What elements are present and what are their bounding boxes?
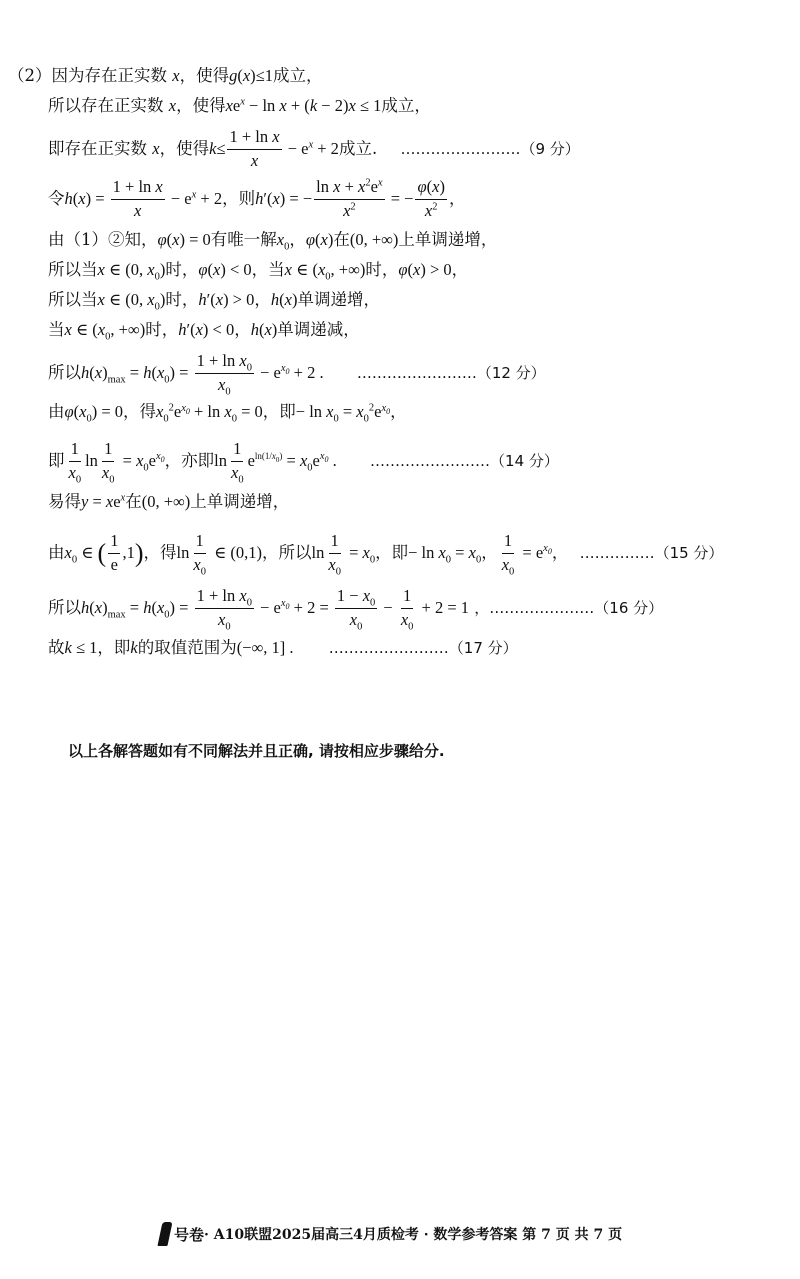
brand-logo-icon [157,1222,172,1246]
solution-line-2: 所以存在正实数 x，使得$xe^x - \ln x + (k - 2)x \le 1$成立， [48,96,431,115]
solution-line-13: 由$x_0$ ∈ ( $\frac{1}{e}$ ,1)，得ln $\frac{1}{x_0}$ ∈ (0,1)，所以ln $\frac{1}{x_0}$ = $x_0$，即− $\ln x_0 = x_0$， $\frac{1}{x_0}$ = $e^{x_0}$， ……………（15 分） [48,531,724,578]
part-label: （2） [8,66,52,85]
score-tag-17: ……………………（17 分） [328,639,518,657]
score-tag-9: ……………………（9 分） [400,139,580,158]
solution-line-15: 故k ≤ 1，即k的取值范围为(−∞, 1] . ……………………（17 分） [48,638,518,657]
page-footer [160,1222,622,1246]
solution-line-12: 易得$y = xe^x$在(0, +∞)上单调递增， [48,492,290,511]
score-tag-12: ……………………（12 分） [356,363,546,382]
footer-text: · A10联盟2025届高三4月质检考 · 数学参考答案 第 7 页 共 7 页 [204,1227,623,1243]
solution-line-8: 当x ∈ ($x_0$, +∞)时，h′(x) < 0，h(x)单调递减， [48,320,360,343]
score-tag-15: ……………（15 分） [579,543,724,562]
grading-note: 以上各解答题如有不同解法并且正确, 请按相应步骤给分. [68,742,445,760]
solution-line-1: （2）因为存在正实数 x，使得g(x)≤1成立， [8,66,323,85]
solution-line-10: 由$\varphi(x_0) = 0$，得$x_0^2e^{x_0} + \ln x_0 = 0$，即− $\ln x_0 = x_0^2e^{x_0}$， [48,402,407,425]
solution-line-7: 所以当x ∈ (0, $x_0$)时，h′(x) > 0，h(x)单调递增， [48,290,380,313]
solution-line-14: 所以$h(x)_{max} = h(x_0)$ = $\frac{1 + \ln x_0}{x_0}$ − $e^{x_0} + 2$ = $\frac{1 - x_0}{x_0}$ − $\frac{1}{x_0}$ + 2 = 1 ，…………………（16 分） [48,586,664,633]
score-tag-16: ，…………………（16 分） [474,598,664,617]
solution-line-4: 令h(x) = $\frac{\text{1 + ln x}}{x}$ − $e^x + 2$，则h′(x) = − $\frac{\ln x + x^2e^x}{x^2}$ = − $\frac{\varphi(x)}{x^2}$ ， [48,177,466,220]
solution-line-3: 即存在正实数 x，使得k≤ $\frac{\text{1 + ln x}}{x}$ − $e^x + 2$成立. ……………………（9 分） [48,127,580,170]
solution-line-5: 由（1）②知，φ(x) = 0有唯一解$x_0$，φ(x)在(0, +∞)上单调递增， [48,230,498,253]
solution-line-6: 所以当x ∈ (0, $x_0$)时，φ(x) < 0，当x ∈ ($x_0$, +∞)时，φ(x) > 0， [48,260,469,283]
solution-line-11: 即 $\frac{1}{x_0}$ ln $\frac{1}{x_0}$ = $x_0e^{x_0}$，亦即ln $\frac{1}{x_0}$ $e^{ln(1/x_0)} = x_0e^{x_0}$ . ……………………（14 分） [48,439,559,486]
footer-brand: 号卷 [174,1225,205,1244]
score-tag-14: ……………………（14 分） [370,451,559,470]
solution-line-9: 所以$h(x)_{max} = h(x_0)$ = $\frac{1 + \ln x_0}{x_0}$ − $e^{x_0} + 2$ . ……………………（12 分） [48,351,546,398]
